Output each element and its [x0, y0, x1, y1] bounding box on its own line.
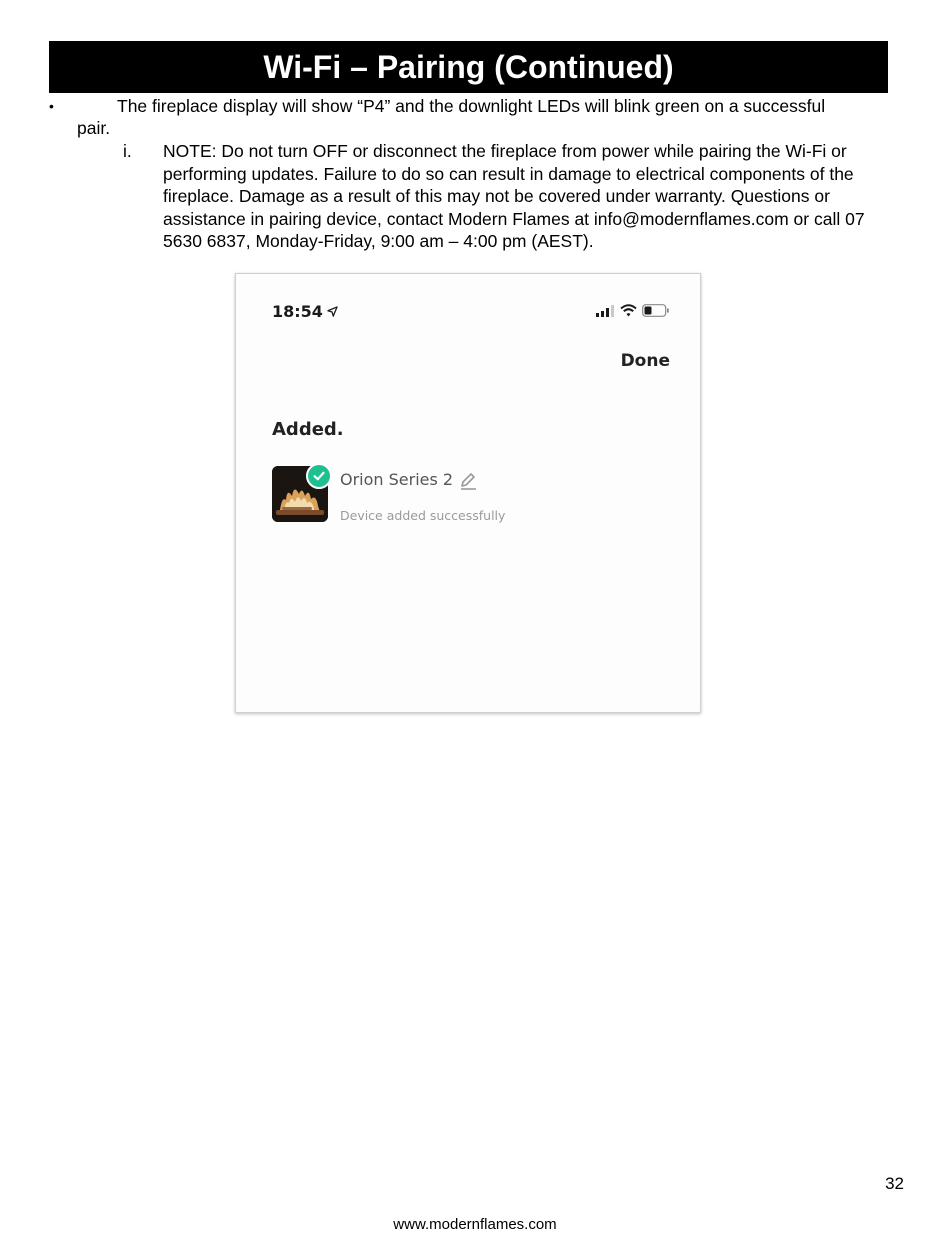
app-screenshot [235, 273, 701, 713]
success-check-badge [306, 463, 332, 489]
page-title: Wi-Fi – Pairing (Continued) [263, 48, 674, 85]
battery-icon [642, 304, 670, 317]
status-bar-time [272, 302, 338, 321]
bullet-text-line1: The fireplace display will show “P4” and the downlight LEDs will blink green on a successful [117, 96, 826, 116]
edit-pencil-icon [458, 471, 478, 491]
added-section-title: Added. [272, 419, 344, 440]
checkmark-icon [312, 469, 326, 483]
done-button[interactable]: Done [620, 351, 670, 371]
status-bar-icons [595, 304, 670, 317]
bullet-text-line2: pair. [77, 118, 111, 138]
bullet-item [49, 95, 869, 138]
status-time-text: 18:54 [272, 302, 323, 321]
wifi-icon [620, 304, 637, 317]
footer-website-link[interactable]: www.modernflames.com [393, 1216, 557, 1233]
signal-icon [595, 305, 615, 317]
device-status-text: Device added successfully [340, 508, 506, 523]
note-number: i. [123, 141, 132, 161]
device-name: Orion Series 2 [340, 470, 454, 489]
edit-device-name-button[interactable] [458, 471, 478, 495]
note-text: NOTE: Do not turn OFF or disconnect the fireplace from power while pairing the Wi-Fi or performing updates. Failure to do so can result in damage to electrical components of the fireplace. Damage as a result of this may not be covered under warranty. Questions or assistance in pairing device, contact Modern Flames at info@modernflames.com or call 07 5630 6837, Monday-Friday, 9:00 am – 4:00 pm (AEST). [163, 141, 865, 251]
location-arrow-icon [327, 306, 338, 317]
section-title-bar [49, 41, 888, 93]
page-number: 32 [885, 1174, 904, 1193]
bullet-marker: • [49, 98, 54, 114]
